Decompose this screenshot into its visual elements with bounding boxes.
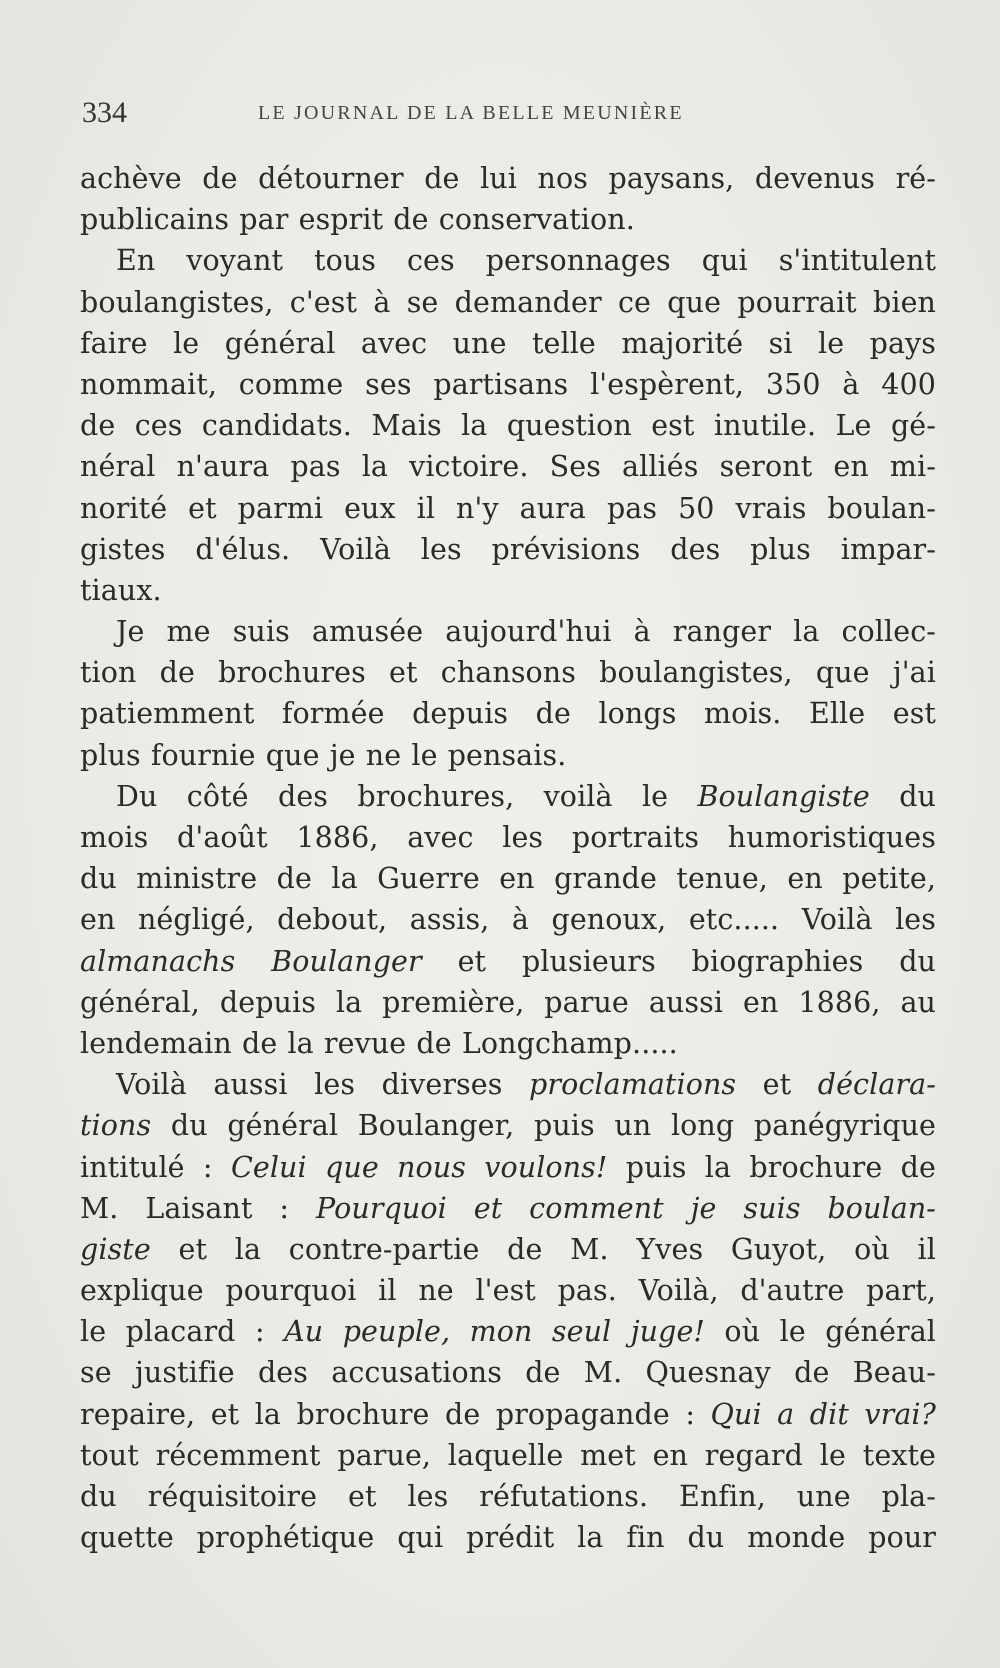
text-line bbox=[80, 1023, 936, 1064]
italic-title: proclamations bbox=[529, 1068, 737, 1102]
text-segment: faire le général avec une telle majorité si le pays bbox=[80, 326, 936, 360]
text-line bbox=[80, 323, 936, 364]
text-line bbox=[80, 570, 936, 611]
text-segment: puis la brochure de bbox=[607, 1150, 936, 1184]
text-segment: intitulé : bbox=[80, 1150, 231, 1184]
italic-title: Au peuple, mon seul juge! bbox=[284, 1315, 705, 1349]
text-segment: de ces candidats. Mais la question est inutile. Le gé- bbox=[80, 409, 936, 443]
text-line bbox=[80, 1352, 936, 1393]
text-segment: boulangistes, c'est à se demander ce que pourrait bien bbox=[80, 285, 936, 319]
text-line bbox=[80, 858, 936, 899]
text-line bbox=[80, 1435, 936, 1476]
text-segment: quette prophétique qui prédit la fin du monde pour bbox=[80, 1521, 936, 1555]
italic-title: Boulangiste bbox=[697, 779, 870, 813]
text-segment: du réquisitoire et les réfutations. Enfin, une pla- bbox=[80, 1480, 936, 1513]
text-segment: En voyant tous ces personnages qui s'intitulent bbox=[116, 244, 936, 278]
text-line bbox=[80, 282, 936, 323]
text-segment: et plusieurs biographies du bbox=[421, 944, 936, 978]
text-line bbox=[80, 1105, 936, 1146]
text-line bbox=[80, 1188, 936, 1229]
text-line bbox=[80, 1517, 936, 1558]
text-line bbox=[80, 1311, 936, 1352]
text-line bbox=[80, 1147, 936, 1188]
text-segment: gistes d'élus. Voilà les prévisions des plus impar- bbox=[80, 532, 936, 566]
text-segment: du ministre de la Guerre en grande tenue, en petite, bbox=[80, 862, 936, 896]
text-line bbox=[80, 941, 936, 982]
italic-title: Qui a dit vrai? bbox=[710, 1397, 936, 1431]
text-segment: tion de brochures et chansons boulangistes, que j'ai bbox=[80, 656, 936, 690]
text-segment: Je me suis amusée aujourd'hui à ranger la collec- bbox=[116, 615, 936, 649]
text-segment: le placard : bbox=[80, 1315, 285, 1349]
text-segment: Voilà aussi les diverses bbox=[116, 1068, 530, 1102]
text-segment: en négligé, debout, assis, à genoux, etc..... Voilà les bbox=[80, 903, 936, 937]
text-line bbox=[80, 405, 936, 446]
text-line bbox=[80, 1476, 936, 1517]
text-segment: lendemain de la revue de Longchamp..... bbox=[80, 1026, 678, 1060]
text-line bbox=[80, 652, 936, 693]
text-segment: patiemment formée depuis de longs mois. Elle est bbox=[80, 697, 936, 731]
text-line bbox=[80, 158, 936, 199]
text-segment: M. Laisant : bbox=[80, 1191, 317, 1225]
italic-title: almanachs Boulanger bbox=[80, 944, 422, 978]
page-number: 334 bbox=[82, 96, 127, 129]
text-line bbox=[80, 1229, 936, 1270]
text-line bbox=[80, 1270, 936, 1311]
text-line bbox=[80, 364, 936, 405]
text-segment: plus fournie que je ne le pensais. bbox=[80, 738, 567, 772]
text-line bbox=[80, 529, 936, 570]
text-segment: publicains par esprit de conservation. bbox=[80, 203, 635, 237]
text-segment: norité et parmi eux il n'y aura pas 50 vrais boulan- bbox=[80, 491, 936, 525]
text-segment: mois d'août 1886, avec les portraits humoristiques bbox=[80, 821, 936, 854]
text-segment: et bbox=[736, 1068, 818, 1102]
text-line bbox=[80, 693, 936, 734]
text-line bbox=[80, 982, 936, 1023]
text-segment: du général Boulanger, puis un long panégyrique bbox=[151, 1109, 936, 1143]
text-line bbox=[80, 817, 936, 858]
text-segment: où le général bbox=[704, 1315, 937, 1349]
text-line bbox=[80, 735, 936, 776]
italic-title: tions bbox=[80, 1109, 152, 1143]
body-text bbox=[80, 158, 936, 1558]
italic-title: Celui que nous voulons! bbox=[230, 1150, 608, 1184]
text-line bbox=[80, 899, 936, 940]
page-header bbox=[82, 96, 922, 136]
text-segment: Du côté des brochures, voilà le bbox=[116, 779, 698, 813]
text-line bbox=[80, 446, 936, 487]
text-segment: général, depuis la première, parue aussi en 1886, au bbox=[80, 985, 936, 1019]
text-segment: tout récemment parue, laquelle met en regard le texte bbox=[80, 1438, 936, 1472]
text-segment: se justifie des accusations de M. Quesnay de Beau- bbox=[80, 1356, 936, 1390]
text-line bbox=[80, 1064, 936, 1105]
text-line bbox=[80, 611, 936, 652]
text-segment: explique pourquoi il ne l'est pas. Voilà, d'autre part, bbox=[80, 1274, 936, 1308]
italic-title: déclara- bbox=[817, 1068, 936, 1102]
text-line bbox=[80, 776, 936, 817]
text-line bbox=[80, 488, 936, 529]
text-segment: du bbox=[869, 779, 936, 813]
italic-title: giste bbox=[80, 1232, 151, 1266]
text-segment: tiaux. bbox=[80, 573, 162, 607]
text-line bbox=[80, 1394, 936, 1435]
italic-title: Pourquoi et comment je suis boulan- bbox=[316, 1191, 937, 1225]
text-segment: repaire, et la brochure de propagande : bbox=[80, 1397, 711, 1431]
text-segment: nommait, comme ses partisans l'espèrent, 350 à 400 bbox=[80, 367, 936, 401]
text-line bbox=[80, 240, 936, 281]
text-segment: et la contre-partie de M. Yves Guyot, où il bbox=[150, 1232, 936, 1266]
running-title: LE JOURNAL DE LA BELLE MEUNIÈRE bbox=[258, 102, 684, 124]
text-segment: achève de détourner de lui nos paysans, devenus ré- bbox=[80, 162, 936, 195]
text-segment: néral n'aura pas la victoire. Ses alliés seront en mi- bbox=[80, 450, 936, 484]
text-line bbox=[80, 199, 936, 240]
